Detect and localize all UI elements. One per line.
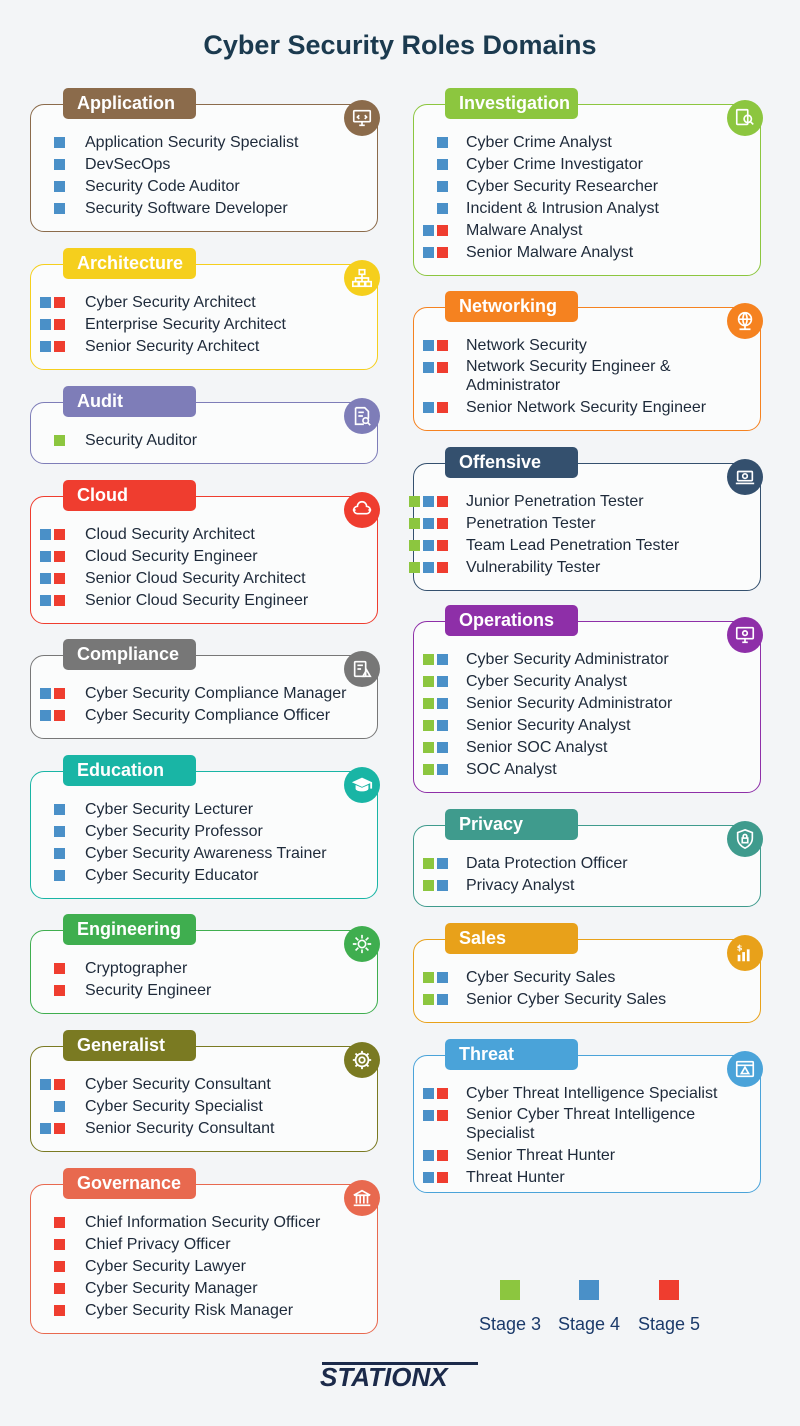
role-item xyxy=(85,568,306,590)
role-item xyxy=(85,958,187,980)
stage-square-5 xyxy=(437,540,448,551)
stage-square-4 xyxy=(423,247,434,258)
stage-square-4 xyxy=(54,804,65,815)
stage-square-4 xyxy=(54,848,65,859)
role-item xyxy=(466,220,583,242)
domain-title-cloud: Cloud xyxy=(63,480,196,511)
role-label: Senior SOC Analyst xyxy=(466,739,608,756)
role-label: Vulnerability Tester xyxy=(466,559,601,576)
stage-square-4 xyxy=(54,1101,65,1112)
role-item xyxy=(466,671,627,693)
role-item xyxy=(466,1105,731,1145)
monitor-code-icon xyxy=(344,100,380,136)
stage-square-5 xyxy=(54,1123,65,1134)
role-item xyxy=(85,132,298,154)
role-label: Cyber Security Analyst xyxy=(466,673,627,690)
stage-square-3 xyxy=(423,698,434,709)
stage-square-4 xyxy=(40,1079,51,1090)
domain-title-governance: Governance xyxy=(63,1168,196,1199)
role-label: Cyber Security Risk Manager xyxy=(85,1302,294,1319)
stage-square-4 xyxy=(437,880,448,891)
stage-square-5 xyxy=(54,341,65,352)
role-label: Enterprise Security Architect xyxy=(85,316,286,333)
globe-network-icon xyxy=(727,303,763,339)
role-item xyxy=(466,759,557,781)
role-item xyxy=(85,799,253,821)
role-label: Security Auditor xyxy=(85,432,198,449)
stage-square-4 xyxy=(437,764,448,775)
role-item xyxy=(466,397,706,419)
domain-title-audit: Audit xyxy=(63,386,196,417)
role-label: Cloud Security Engineer xyxy=(85,548,258,565)
stationx-logo xyxy=(320,1356,480,1392)
stage-square-4 xyxy=(40,595,51,606)
stage-square-5 xyxy=(54,573,65,584)
stage-square-4 xyxy=(423,1110,434,1121)
role-label: Cyber Security Administrator xyxy=(466,651,669,668)
role-label: Senior Malware Analyst xyxy=(466,244,634,261)
domain-title-networking: Networking xyxy=(445,291,578,322)
stage-square-4 xyxy=(54,181,65,192)
role-item xyxy=(466,715,631,737)
domain-title-investigation: Investigation xyxy=(445,88,578,119)
role-item xyxy=(85,336,259,358)
stage-square-4 xyxy=(437,654,448,665)
stage-square-5 xyxy=(437,340,448,351)
stage-square-5 xyxy=(437,1172,448,1183)
stage-square-5 xyxy=(437,225,448,236)
stage-square-3 xyxy=(423,720,434,731)
role-item xyxy=(85,683,346,705)
role-label: Privacy Analyst xyxy=(466,877,575,894)
magnifier-icon xyxy=(727,100,763,136)
stage-square-4 xyxy=(423,225,434,236)
role-label: Senior Cloud Security Engineer xyxy=(85,592,309,609)
org-chart-icon xyxy=(344,260,380,296)
role-item xyxy=(85,705,330,727)
role-label: Senior Security Consultant xyxy=(85,1120,275,1137)
stage-square-5 xyxy=(54,551,65,562)
role-label: Team Lead Penetration Tester xyxy=(466,537,680,554)
stage-square-5 xyxy=(54,1239,65,1250)
stage-square-5 xyxy=(437,1150,448,1161)
role-label: Cyber Crime Analyst xyxy=(466,134,612,151)
stage-square-5 xyxy=(437,1088,448,1099)
role-label: Cyber Security Lecturer xyxy=(85,801,254,818)
legend-label-stage-4: Stage 4 xyxy=(558,1314,621,1334)
role-item xyxy=(466,242,633,264)
role-label: Cyber Security Awareness Trainer xyxy=(85,845,327,862)
stage-square-3 xyxy=(423,654,434,665)
domain-title-generalist: Generalist xyxy=(63,1030,196,1061)
role-label: Cyber Security Lawyer xyxy=(85,1258,246,1275)
domain-title-privacy: Privacy xyxy=(445,809,578,840)
stage-square-5 xyxy=(54,1079,65,1090)
stage-square-4 xyxy=(423,1088,434,1099)
role-label: Cryptographer xyxy=(85,960,188,977)
legend-swatch-stage-3 xyxy=(500,1280,520,1300)
role-label: Cyber Security Consultant xyxy=(85,1076,271,1093)
document-search-icon xyxy=(344,398,380,434)
svg-text:$: $ xyxy=(736,942,743,953)
stage-square-3 xyxy=(423,972,434,983)
role-label: Cyber Security Compliance Officer xyxy=(85,707,331,724)
role-label: Incident & Intrusion Analyst xyxy=(466,200,659,217)
stage-square-5 xyxy=(437,402,448,413)
graduation-cap-icon xyxy=(344,767,380,803)
stage-square-5 xyxy=(54,595,65,606)
role-item xyxy=(85,821,263,843)
cloud-network-icon xyxy=(344,492,380,528)
stage-square-4 xyxy=(437,858,448,869)
stage-square-4 xyxy=(40,551,51,562)
stage-square-4 xyxy=(437,676,448,687)
stage-square-4 xyxy=(40,710,51,721)
stage-square-3 xyxy=(423,880,434,891)
role-item xyxy=(466,198,659,220)
role-label: Senior Security Administrator xyxy=(466,695,673,712)
stage-square-4 xyxy=(423,1172,434,1183)
role-item xyxy=(85,198,288,220)
stage-square-4 xyxy=(423,362,434,373)
role-item xyxy=(466,491,644,513)
gear-icon xyxy=(344,1042,380,1078)
role-item xyxy=(85,1096,263,1118)
role-label: Chief Information Security Officer xyxy=(85,1214,321,1231)
stage-square-4 xyxy=(40,319,51,330)
stage-square-3 xyxy=(409,562,420,573)
role-label: Senior Threat Hunter xyxy=(466,1147,616,1164)
stage-square-4 xyxy=(40,529,51,540)
stage-square-4 xyxy=(423,340,434,351)
role-item xyxy=(466,335,587,357)
role-item xyxy=(85,1234,231,1256)
role-label: Security Software Developer xyxy=(85,200,288,217)
role-item xyxy=(466,875,574,897)
stage-square-5 xyxy=(437,496,448,507)
role-item xyxy=(85,1074,271,1096)
domain-title-engineering: Engineering xyxy=(63,914,196,945)
svg-text:STATIONX: STATIONX xyxy=(320,1362,448,1392)
monitor-gear-icon xyxy=(727,617,763,653)
browser-warning-icon xyxy=(727,1051,763,1087)
stage-square-3 xyxy=(409,518,420,529)
domain-title-operations: Operations xyxy=(445,605,578,636)
shield-lock-icon xyxy=(727,821,763,857)
role-item xyxy=(85,843,327,865)
role-label: Cyber Security Architect xyxy=(85,294,256,311)
stage-square-4 xyxy=(54,826,65,837)
role-label: Cyber Security Manager xyxy=(85,1280,258,1297)
stage-square-5 xyxy=(54,1305,65,1316)
stage-square-4 xyxy=(437,137,448,148)
stage-square-5 xyxy=(54,963,65,974)
stage-square-4 xyxy=(423,518,434,529)
role-item xyxy=(85,980,211,1002)
role-item xyxy=(466,1083,717,1105)
role-label: Cyber Security Compliance Manager xyxy=(85,685,347,702)
clipboard-warning-icon xyxy=(344,651,380,687)
stage-square-5 xyxy=(437,362,448,373)
stage-square-3 xyxy=(423,858,434,869)
role-item xyxy=(466,557,600,579)
stage-square-4 xyxy=(54,137,65,148)
domain-title-application: Application xyxy=(63,88,196,119)
role-item xyxy=(466,693,672,715)
domain-title-architecture: Architecture xyxy=(63,248,196,279)
stage-square-3 xyxy=(423,994,434,1005)
role-item xyxy=(466,737,607,759)
stage-square-4 xyxy=(54,870,65,881)
domain-title-threat: Threat xyxy=(445,1039,578,1070)
stage-square-4 xyxy=(423,540,434,551)
role-item xyxy=(85,430,197,452)
stage-square-4 xyxy=(437,203,448,214)
role-label: Senior Security Architect xyxy=(85,338,260,355)
legend-swatch-stage-5 xyxy=(659,1280,679,1300)
legend-label-stage-5: Stage 5 xyxy=(638,1314,701,1334)
role-item xyxy=(466,1167,565,1189)
stage-square-3 xyxy=(54,435,65,446)
role-label: Senior Cyber Security Sales xyxy=(466,991,667,1008)
laptop-target-icon xyxy=(727,459,763,495)
stage-square-4 xyxy=(40,1123,51,1134)
role-item xyxy=(85,154,170,176)
role-item xyxy=(466,649,669,671)
role-label: Senior Cyber Threat Intelligence Specialist xyxy=(466,1106,696,1142)
role-item xyxy=(466,513,596,535)
legend-label-stage-3: Stage 3 xyxy=(479,1314,542,1334)
role-label: Senior Cloud Security Architect xyxy=(85,570,306,587)
role-label: Junior Penetration Tester xyxy=(466,493,644,510)
stage-square-3 xyxy=(423,676,434,687)
stage-square-4 xyxy=(437,742,448,753)
stage-square-5 xyxy=(437,562,448,573)
role-label: Network Security xyxy=(466,337,587,354)
role-label: Penetration Tester xyxy=(466,515,596,532)
role-item xyxy=(85,590,308,612)
role-label: Data Protection Officer xyxy=(466,855,628,872)
stage-square-4 xyxy=(40,297,51,308)
stage-square-5 xyxy=(437,1110,448,1121)
role-item xyxy=(85,865,258,887)
stage-square-4 xyxy=(437,972,448,983)
role-label: Cloud Security Architect xyxy=(85,526,255,543)
role-label: Security Code Auditor xyxy=(85,178,240,195)
role-label: Application Security Specialist xyxy=(85,134,299,151)
stage-square-5 xyxy=(54,319,65,330)
stage-square-5 xyxy=(54,710,65,721)
role-item xyxy=(85,176,240,198)
role-item xyxy=(85,1278,258,1300)
stage-square-4 xyxy=(40,688,51,699)
domain-title-education: Education xyxy=(63,755,196,786)
domain-title-offensive: Offensive xyxy=(445,447,578,478)
role-label: Cyber Security Specialist xyxy=(85,1098,263,1115)
role-label: Cyber Security Professor xyxy=(85,823,263,840)
stage-square-4 xyxy=(423,1150,434,1161)
stage-square-3 xyxy=(409,540,420,551)
page-title: Cyber Security Roles Domains xyxy=(203,30,597,60)
stage-square-5 xyxy=(437,247,448,258)
stage-square-5 xyxy=(54,688,65,699)
role-label: Cyber Security Educator xyxy=(85,867,259,884)
role-label: Senior Security Analyst xyxy=(466,717,631,734)
stage-square-4 xyxy=(423,562,434,573)
stage-square-5 xyxy=(54,1217,65,1228)
stage-square-5 xyxy=(54,297,65,308)
role-item xyxy=(85,524,255,546)
role-item xyxy=(85,1256,246,1278)
role-label: Cyber Security Researcher xyxy=(466,178,659,195)
role-item xyxy=(466,989,666,1011)
role-label: Threat Hunter xyxy=(466,1169,565,1186)
role-item xyxy=(466,853,628,875)
stage-square-4 xyxy=(437,994,448,1005)
role-item xyxy=(466,132,612,154)
role-label: Senior Network Security Engineer xyxy=(466,399,707,416)
stage-square-4 xyxy=(437,720,448,731)
stage-square-4 xyxy=(40,573,51,584)
stage-square-5 xyxy=(54,985,65,996)
role-label: Network Security Engineer & Administrator xyxy=(466,358,671,394)
role-item xyxy=(466,176,658,198)
stage-square-4 xyxy=(437,698,448,709)
stage-square-4 xyxy=(423,402,434,413)
role-label: Cyber Crime Investigator xyxy=(466,156,643,173)
role-label: Security Engineer xyxy=(85,982,212,999)
domain-title-sales: Sales xyxy=(445,923,578,954)
legend-swatch-stage-4 xyxy=(579,1280,599,1300)
role-item xyxy=(466,1145,615,1167)
dollar-chart-icon xyxy=(727,935,763,971)
stage-square-3 xyxy=(409,496,420,507)
role-label: Chief Privacy Officer xyxy=(85,1236,231,1253)
role-item xyxy=(85,1300,293,1322)
stage-square-4 xyxy=(437,159,448,170)
gear-circuit-icon xyxy=(344,926,380,962)
stage-square-4 xyxy=(423,496,434,507)
stage-square-3 xyxy=(423,764,434,775)
domain-title-compliance: Compliance xyxy=(63,639,196,670)
stage-square-4 xyxy=(437,181,448,192)
role-item xyxy=(466,357,731,397)
stage-square-5 xyxy=(54,1261,65,1272)
building-icon xyxy=(344,1180,380,1216)
stage-square-4 xyxy=(40,341,51,352)
role-item xyxy=(466,535,679,557)
role-item xyxy=(466,154,643,176)
role-item xyxy=(85,314,286,336)
role-label: DevSecOps xyxy=(85,156,171,173)
stage-square-4 xyxy=(54,159,65,170)
stage-square-5 xyxy=(54,529,65,540)
role-label: Cyber Security Sales xyxy=(466,969,616,986)
role-item xyxy=(85,1212,320,1234)
role-item xyxy=(85,292,256,314)
role-item xyxy=(85,546,258,568)
role-label: SOC Analyst xyxy=(466,761,557,778)
role-label: Cyber Threat Intelligence Specialist xyxy=(466,1085,718,1102)
stage-square-4 xyxy=(54,203,65,214)
stage-square-5 xyxy=(54,1283,65,1294)
role-item xyxy=(85,1118,274,1140)
stage-square-3 xyxy=(423,742,434,753)
role-item xyxy=(466,967,615,989)
stage-square-5 xyxy=(437,518,448,529)
role-label: Malware Analyst xyxy=(466,222,583,239)
